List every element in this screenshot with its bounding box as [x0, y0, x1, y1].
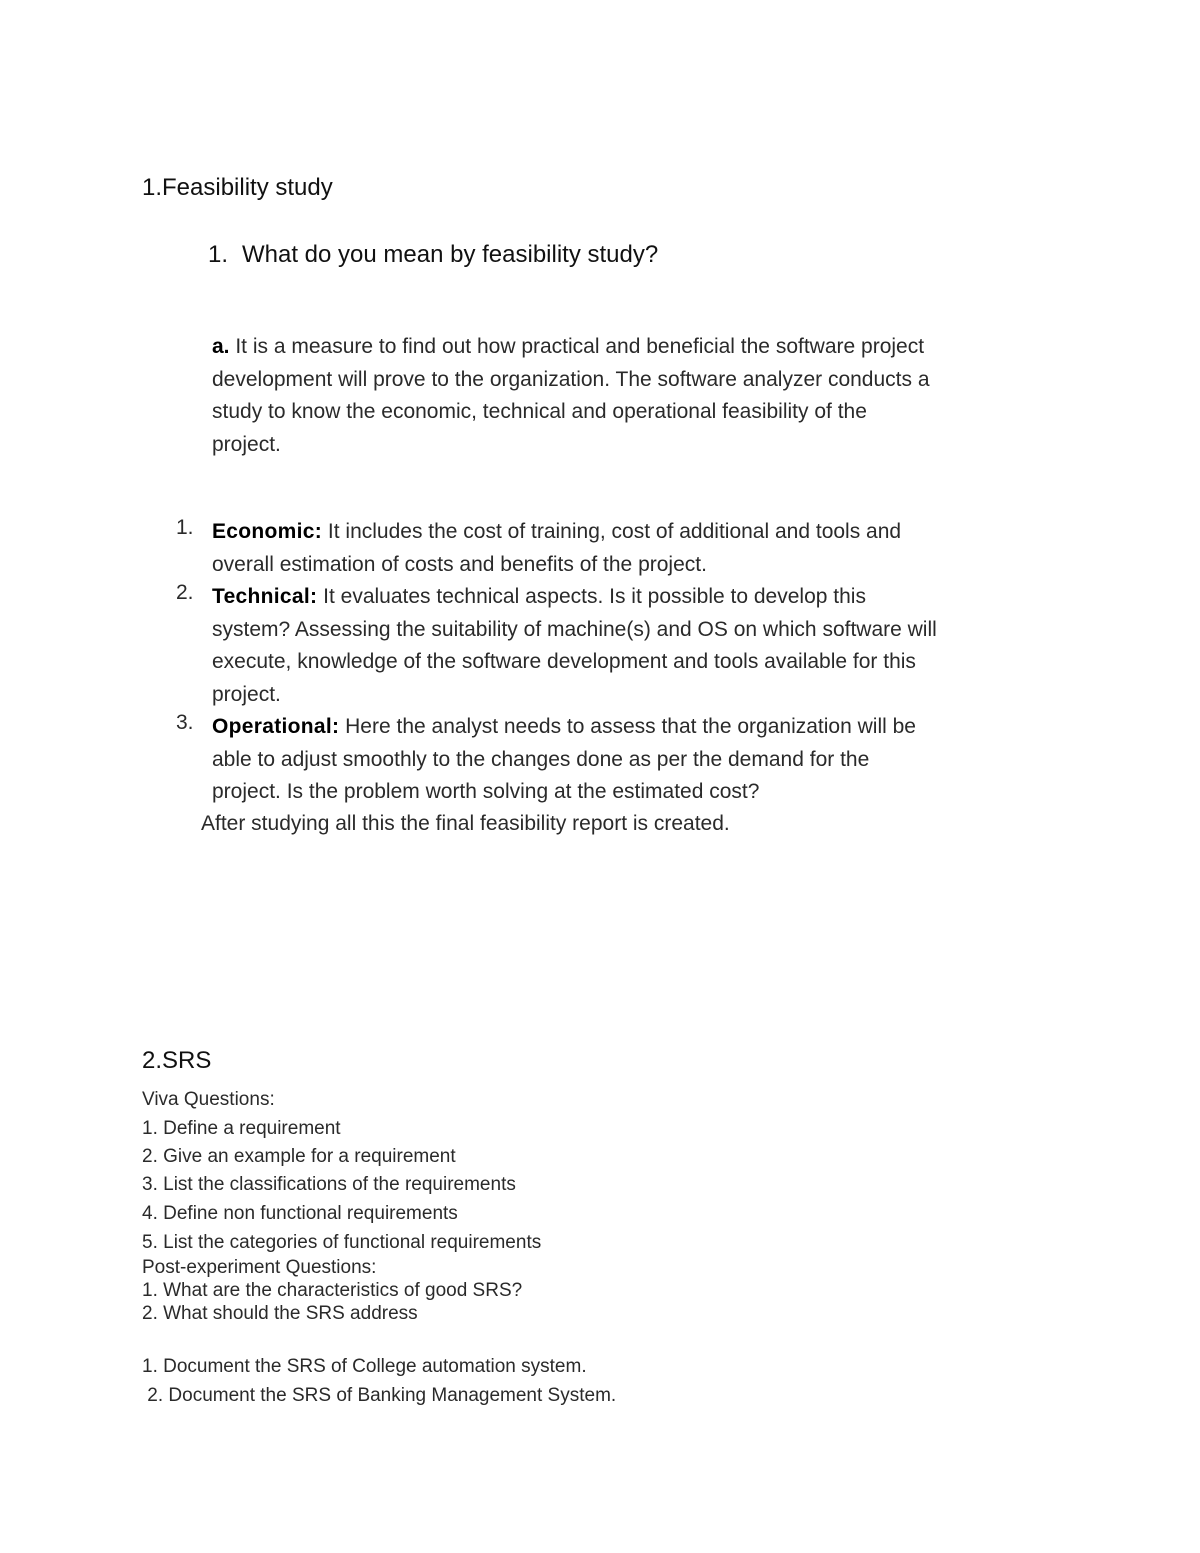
list-item-technical — [212, 581, 937, 711]
answer-line: project. — [212, 432, 281, 456]
task-item: 2. Document the SRS of Banking Management System. — [142, 1385, 617, 1406]
list-item-economic — [212, 516, 901, 581]
answer-line: study to know the economic, technical and operational feasibility of the — [212, 400, 867, 423]
term-operational: Operational: — [212, 715, 340, 738]
answer-line — [212, 331, 930, 364]
list-item-line: project. Is the problem worth solving at the estimated cost? — [212, 780, 760, 803]
viva-question: 1. Define a requirement — [142, 1118, 341, 1139]
list-item-line: able to adjust smoothly to the changes done as per the demand for the — [212, 747, 870, 771]
section-title-srs: 2.SRS — [142, 1047, 212, 1074]
question-text: What do you mean by feasibility study? — [242, 241, 659, 268]
list-item-operational — [212, 711, 916, 809]
post-experiment-heading: Post-experiment Questions: — [142, 1257, 377, 1278]
answer-line-text: It is a measure to find out how practical and beneficial the software project — [229, 335, 925, 358]
viva-question: 4. Define non functional requirements — [142, 1203, 458, 1224]
list-item-line: system? Assessing the suitability of machine(s) and OS on which software will — [212, 617, 937, 641]
section-title-feasibility: 1.Feasibility study — [142, 174, 333, 201]
task-item: 1. Document the SRS of College automation system. — [142, 1356, 587, 1377]
list-item-line — [212, 711, 916, 744]
post-question: 1. What are the characteristics of good SRS? — [142, 1280, 523, 1301]
closing-statement: After studying all this the final feasibility report is created. — [201, 812, 730, 835]
post-question: 2. What should the SRS address — [142, 1303, 418, 1324]
list-item-line: project. — [212, 682, 281, 706]
feasibility-question — [208, 241, 658, 269]
answer-paragraph — [212, 331, 930, 461]
list-item-line — [212, 516, 901, 549]
term-technical: Technical: — [212, 585, 318, 608]
viva-heading: Viva Questions: — [142, 1089, 275, 1110]
term-economic: Economic: — [212, 520, 323, 543]
answer-label: a. — [212, 335, 230, 358]
answer-line: development will prove to the organization. The software analyzer conducts a — [212, 367, 930, 391]
list-item-text: Here the analyst needs to assess that the organization will be — [339, 715, 916, 738]
list-number: 2. — [176, 581, 194, 604]
list-item-line — [212, 581, 937, 614]
list-item-text: It evaluates technical aspects. Is it possible to develop this — [317, 585, 866, 608]
list-number: 3. — [176, 711, 194, 734]
list-number: 1. — [176, 516, 194, 539]
viva-question: 5. List the categories of functional requirements — [142, 1232, 542, 1253]
viva-question: 3. List the classifications of the requirements — [142, 1174, 516, 1195]
list-item-text: It includes the cost of training, cost of additional and tools and — [322, 520, 902, 543]
question-number: 1. — [208, 241, 229, 268]
list-item-line: execute, knowledge of the software development and tools available for this — [212, 650, 916, 673]
list-item-line: overall estimation of costs and benefits of the project. — [212, 552, 707, 576]
viva-question: 2. Give an example for a requirement — [142, 1146, 456, 1167]
